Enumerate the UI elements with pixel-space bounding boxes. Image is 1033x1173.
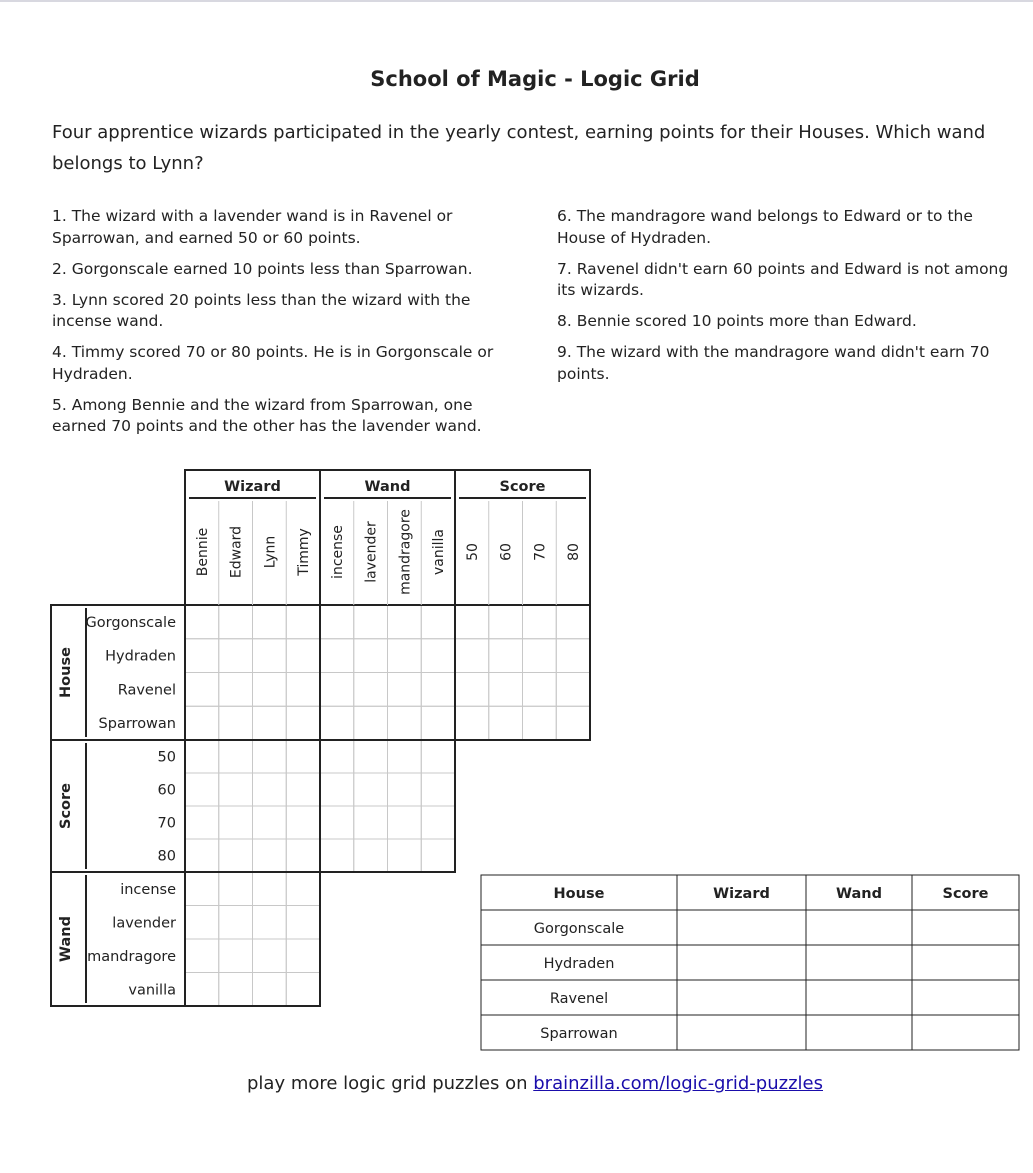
grid-cell[interactable] xyxy=(185,639,219,673)
column-group-label: Wand xyxy=(364,479,411,495)
grid-cell[interactable] xyxy=(253,973,287,1007)
answer-cell[interactable] xyxy=(677,910,806,945)
answer-cell[interactable] xyxy=(806,945,912,980)
answer-cell[interactable] xyxy=(677,945,806,980)
row-group-label: Score xyxy=(58,783,74,829)
grid-cell[interactable] xyxy=(286,973,320,1007)
grid-cell[interactable] xyxy=(253,706,287,740)
row-label: 60 xyxy=(157,782,176,799)
grid-cell[interactable] xyxy=(354,806,388,839)
grid-cell[interactable] xyxy=(388,839,422,872)
clue: 7. Ravenel didn't earn 60 points and Edward is not among its wizards. xyxy=(557,259,1009,299)
row-label: 80 xyxy=(157,848,176,865)
grid-cell[interactable] xyxy=(219,773,253,806)
clue: 9. The wizard with the mandragore wand didn't earn 70 points. xyxy=(557,343,990,383)
grid-cell[interactable] xyxy=(253,605,287,639)
grid-cell[interactable] xyxy=(421,706,455,740)
grid-cell[interactable] xyxy=(185,806,219,839)
grid-cell[interactable] xyxy=(320,773,354,806)
grid-cell[interactable] xyxy=(354,740,388,773)
grid-cell[interactable] xyxy=(354,673,388,707)
grid-cell[interactable] xyxy=(320,706,354,740)
grid-cell[interactable] xyxy=(421,605,455,639)
clue: 1. The wizard with a lavender wand is in Ravenel or Sparrowan, and earned 50 or 60 points. xyxy=(52,207,453,247)
grid-cell[interactable] xyxy=(523,706,557,740)
grid-cell[interactable] xyxy=(185,740,219,773)
column-label: incense xyxy=(329,525,346,579)
answer-cell[interactable] xyxy=(912,945,1019,980)
grid-cell[interactable] xyxy=(219,872,253,906)
column-label: Edward xyxy=(228,525,245,579)
column-label: Lynn xyxy=(262,535,279,569)
grid-cell[interactable] xyxy=(320,673,354,707)
grid-cell[interactable] xyxy=(556,605,590,639)
grid-cell[interactable] xyxy=(354,639,388,673)
row-label: lavender xyxy=(112,915,176,932)
grid-cell[interactable] xyxy=(388,706,422,740)
grid-cell[interactable] xyxy=(286,839,320,872)
answer-cell[interactable] xyxy=(912,980,1019,1015)
column-group-label: Wizard xyxy=(224,479,281,495)
grid-cell[interactable] xyxy=(388,605,422,639)
grid-cell[interactable] xyxy=(219,939,253,973)
row-label: 70 xyxy=(157,815,176,832)
grid-cell[interactable] xyxy=(253,839,287,872)
grid-cell[interactable] xyxy=(421,773,455,806)
page-title: School of Magic - Logic Grid xyxy=(370,67,700,91)
grid-cell[interactable] xyxy=(388,806,422,839)
grid-cell[interactable] xyxy=(320,605,354,639)
grid-cell[interactable] xyxy=(253,673,287,707)
grid-cell[interactable] xyxy=(489,605,523,639)
column-label: 60 xyxy=(498,543,515,561)
row-label: Hydraden xyxy=(105,648,176,665)
row-label: incense xyxy=(120,881,176,898)
column-label: 80 xyxy=(566,543,583,561)
grid-cell[interactable] xyxy=(253,806,287,839)
answer-cell[interactable] xyxy=(806,1015,912,1050)
answer-header: Score xyxy=(942,886,989,902)
grid-cell[interactable] xyxy=(185,673,219,707)
grid-cell[interactable] xyxy=(421,806,455,839)
grid-cell[interactable] xyxy=(354,773,388,806)
row-label: mandragore xyxy=(87,948,176,965)
grid-cell[interactable] xyxy=(421,740,455,773)
grid-cell[interactable] xyxy=(253,639,287,673)
grid-cell[interactable] xyxy=(421,639,455,673)
grid-cell[interactable] xyxy=(286,773,320,806)
column-label: vanilla xyxy=(431,529,448,575)
grid-cell[interactable] xyxy=(320,639,354,673)
grid-cell[interactable] xyxy=(219,673,253,707)
grid-cell[interactable] xyxy=(388,740,422,773)
footer-text: play more logic grid puzzles on xyxy=(246,1073,534,1094)
grid-cell[interactable] xyxy=(253,906,287,940)
grid-cell[interactable] xyxy=(455,706,489,740)
row-label: Ravenel xyxy=(117,682,176,699)
grid-cell[interactable] xyxy=(320,806,354,839)
grid-cell[interactable] xyxy=(455,673,489,707)
grid-cell[interactable] xyxy=(320,740,354,773)
grid-cell[interactable] xyxy=(253,740,287,773)
grid-cell[interactable] xyxy=(421,673,455,707)
column-label: mandragore xyxy=(397,509,414,595)
grid-cell[interactable] xyxy=(286,673,320,707)
grid-cell[interactable] xyxy=(286,605,320,639)
grid-cell[interactable] xyxy=(388,639,422,673)
grid-cell[interactable] xyxy=(286,639,320,673)
grid-cell[interactable] xyxy=(455,639,489,673)
grid-cell[interactable] xyxy=(556,706,590,740)
grid-cell[interactable] xyxy=(185,773,219,806)
grid-cell[interactable] xyxy=(388,673,422,707)
answer-row-label: Gorgonscale xyxy=(533,921,625,937)
grid-cell[interactable] xyxy=(185,872,219,906)
clue: 4. Timmy scored 70 or 80 points. He is in Gorgonscale or Hydraden. xyxy=(52,343,494,383)
grid-cell[interactable] xyxy=(286,939,320,973)
grid-cell[interactable] xyxy=(320,839,354,872)
grid-cell[interactable] xyxy=(219,839,253,872)
grid-cell[interactable] xyxy=(286,806,320,839)
grid-cell[interactable] xyxy=(523,605,557,639)
clue: 6. The mandragore wand belongs to Edward or to the House of Hydraden. xyxy=(557,207,973,247)
answer-cell[interactable] xyxy=(677,980,806,1015)
grid-cell[interactable] xyxy=(388,773,422,806)
answer-header: Wand xyxy=(836,886,882,902)
clue: 3. Lynn scored 20 points less than the wizard with the incense wand. xyxy=(52,290,471,330)
column-label: lavender xyxy=(363,521,380,583)
grid-cell[interactable] xyxy=(219,639,253,673)
row-group-label: Wand xyxy=(58,916,74,962)
answer-cell[interactable] xyxy=(912,910,1019,945)
answer-header: Wizard xyxy=(713,886,770,902)
answer-row-label: Sparrowan xyxy=(540,1026,618,1042)
grid-cell[interactable] xyxy=(489,639,523,673)
row-label: vanilla xyxy=(128,982,176,999)
grid-cell[interactable] xyxy=(185,706,219,740)
grid-cell[interactable] xyxy=(286,906,320,940)
grid-cell[interactable] xyxy=(421,839,455,872)
answer-row-label: Ravenel xyxy=(549,991,609,1007)
grid-cell[interactable] xyxy=(185,939,219,973)
grid-cell[interactable] xyxy=(219,740,253,773)
grid-cell[interactable] xyxy=(185,906,219,940)
answer-cell[interactable] xyxy=(912,1015,1019,1050)
column-label: Bennie xyxy=(194,527,211,577)
footer xyxy=(0,1073,1033,1094)
column-label: 50 xyxy=(464,543,481,561)
grid-cell[interactable] xyxy=(219,906,253,940)
grid-cell[interactable] xyxy=(219,973,253,1007)
grid-cell[interactable] xyxy=(523,673,557,707)
answer-row-label: Hydraden xyxy=(543,956,615,972)
answer-cell[interactable] xyxy=(677,1015,806,1050)
grid-cell[interactable] xyxy=(286,872,320,906)
answer-header: House xyxy=(553,886,605,902)
row-label: 50 xyxy=(157,749,176,766)
answer-cell[interactable] xyxy=(806,980,912,1015)
row-label: Sparrowan xyxy=(98,716,176,733)
grid-cell[interactable] xyxy=(253,939,287,973)
grid-cell[interactable] xyxy=(253,773,287,806)
grid-cell[interactable] xyxy=(489,673,523,707)
grid-cell[interactable] xyxy=(253,872,287,906)
clue: 2. Gorgonscale earned 10 points less than Sparrowan. xyxy=(52,259,473,278)
grid-cell[interactable] xyxy=(455,605,489,639)
grid-cell[interactable] xyxy=(354,605,388,639)
row-group-label: House xyxy=(58,647,74,698)
grid-cell[interactable] xyxy=(185,605,219,639)
grid-cell[interactable] xyxy=(219,706,253,740)
grid-cell[interactable] xyxy=(286,740,320,773)
column-group-label: Score xyxy=(499,479,546,495)
grid-cell[interactable] xyxy=(489,706,523,740)
clue: 8. Bennie scored 10 points more than Edward. xyxy=(557,312,917,330)
grid-cell[interactable] xyxy=(185,839,219,872)
answer-cell[interactable] xyxy=(806,910,912,945)
grid-cell[interactable] xyxy=(523,639,557,673)
grid-cell[interactable] xyxy=(286,706,320,740)
puzzle-intro: Four apprentice wizards participated in the yearly contest, earning points for their Houses. Which wand belongs to Lynn? xyxy=(52,122,986,174)
brainzilla-link[interactable]: brainzilla.com/logic-grid-puzzles xyxy=(533,1073,823,1094)
column-label: 70 xyxy=(532,543,549,561)
grid-cell[interactable] xyxy=(219,806,253,839)
row-label: Gorgonscale xyxy=(85,614,176,631)
grid-cell[interactable] xyxy=(556,673,590,707)
clue: 5. Among Bennie and the wizard from Sparrowan, one earned 70 points and the other has the lavender wand. xyxy=(52,395,482,435)
grid-cell[interactable] xyxy=(354,706,388,740)
column-label: Timmy xyxy=(296,528,313,576)
grid-cell[interactable] xyxy=(354,839,388,872)
grid-cell[interactable] xyxy=(556,639,590,673)
grid-cell[interactable] xyxy=(185,973,219,1007)
grid-cell[interactable] xyxy=(219,605,253,639)
